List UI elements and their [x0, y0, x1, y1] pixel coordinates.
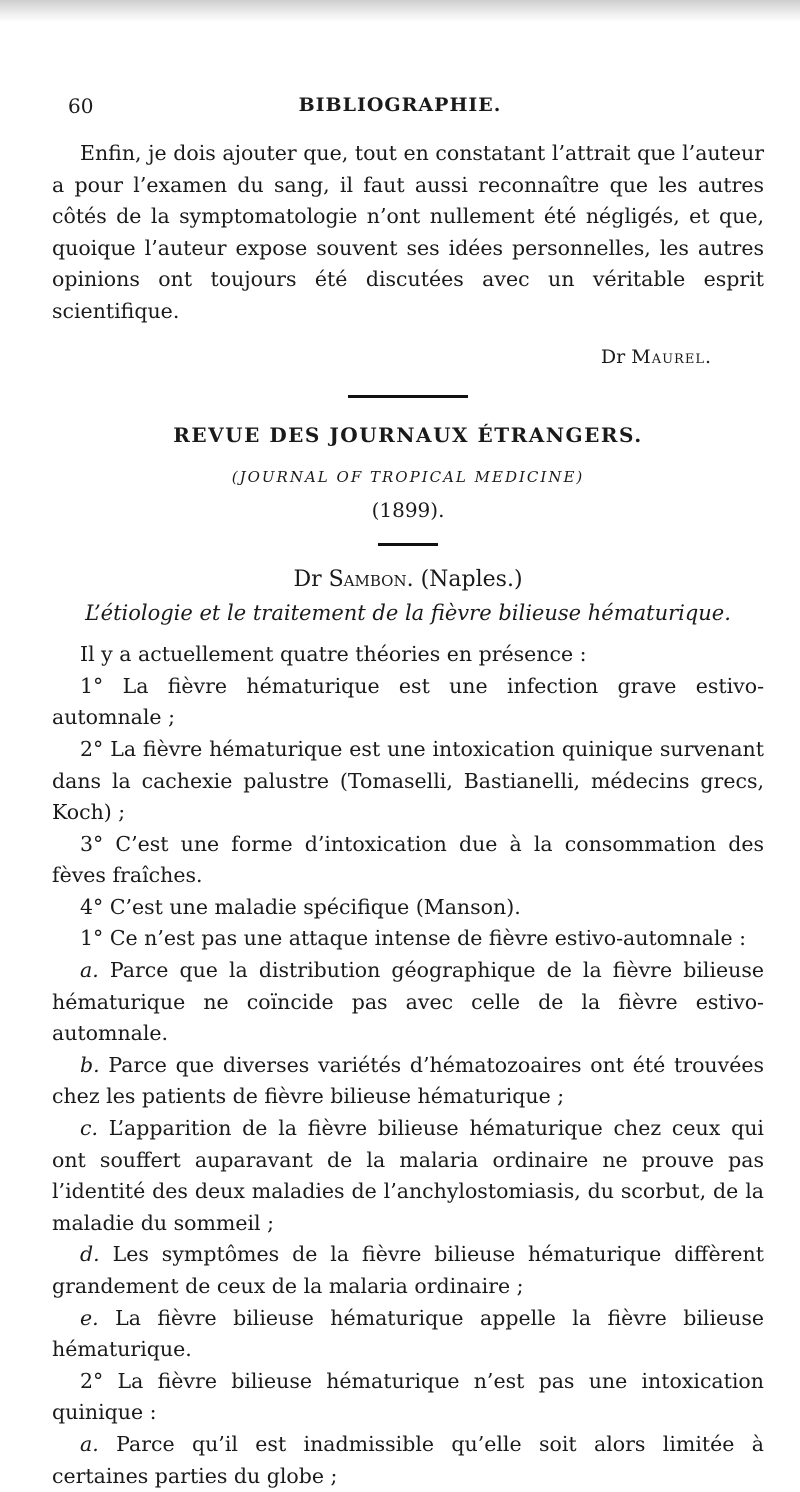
intro-paragraph: Enfin, je dois ajouter que, tout en constatant l’attrait que l’auteur a pour l’examen du sang, il faut aussi reconnaître que les autres côtés de la symptomatologie n’ont nullement été négligés, et que, quoique l’auteur expose souvent ses idées personnelles, les autres opinions ont toujours été discutées avec un véritable esprit scientifique. — [52, 141, 764, 323]
paragraph-text: La fièvre bilieuse hématurique appelle la fièvre bilieuse hématurique. — [52, 1305, 764, 1362]
body-paragraph — [52, 671, 764, 734]
paragraph-label: 2° — [80, 1368, 104, 1393]
journal-year: (1899). — [371, 498, 445, 523]
body-paragraph — [52, 955, 764, 1050]
journal-name: (JOURNAL OF TROPICAL MEDICINE) — [231, 467, 585, 486]
signature-prefix: Dr — [600, 345, 626, 368]
paragraph-text: Parce que la distribution géographique de la fièvre bilieuse hématurique ne coïncide pas avec celle de la fièvre estivo-automnale. — [52, 958, 764, 1046]
paragraph-label: 1° — [80, 673, 104, 698]
body-paragraph — [52, 1303, 764, 1366]
body-paragraph — [52, 1113, 764, 1239]
page-number: 60 — [68, 94, 94, 118]
paragraph-label: 2° — [80, 736, 104, 761]
paragraph-text: Parce que diverses variétés d’hématozoaires ont été trouvées chez les patients de fièvre bilieuse hématurique ; — [52, 1052, 764, 1109]
paragraph-text: Parce qu’il est inadmissible qu’elle soit alors limitée à certaines parties du globe ; — [52, 1431, 764, 1488]
section-divider — [348, 395, 468, 398]
paragraph-text: C’est une maladie spécifique (Manson). — [109, 894, 521, 919]
paragraph-text: Ce n’est pas une attaque intense de fièvre estivo-automnale : — [109, 926, 746, 951]
review-signature — [52, 342, 764, 374]
paragraph-text: Il y a actuellement quatre théories en présence : — [80, 642, 587, 667]
author-place: (Naples.) — [420, 566, 523, 592]
scan-edge — [0, 0, 800, 22]
running-title: BIBLIOGRAPHIE. — [298, 94, 502, 116]
paragraph-label: a. — [80, 958, 99, 983]
body-paragraph — [52, 892, 764, 924]
body-paragraph — [52, 1429, 764, 1492]
paragraph-label: 3° — [80, 831, 104, 856]
title-divider — [378, 543, 438, 546]
article-paragraphs — [52, 639, 764, 1492]
body-paragraph — [52, 734, 764, 829]
paragraph-text: La fièvre hématurique est une intoxication quinique survenant dans la cachexie palustre (Tomaselli, Bastianelli, médecins grecs, Koch) ; — [52, 736, 764, 825]
paragraph-label: 4° — [80, 894, 104, 919]
paragraph-text: L’apparition de la fièvre bilieuse hématurique chez ceux qui ont souffert auparavant de la malaria ordinaire ne prouve pas l’identité des deux maladies de l’anchylostomiasis, du scorbut, de la maladie du sommeil ; — [52, 1116, 764, 1235]
paragraph-text: La fièvre hématurique est une infection grave estivo-automnale ; — [52, 673, 764, 730]
article-author — [52, 564, 764, 596]
paragraph-text: Les symptômes de la fièvre bilieuse hématurique diffèrent grandement de ceux de la malaria ordinaire ; — [52, 1242, 764, 1298]
running-header — [0, 94, 800, 118]
author-prefix: Dr — [293, 566, 322, 592]
paragraph-label: b. — [80, 1052, 100, 1077]
paragraph-label: c. — [80, 1116, 98, 1141]
paragraph-label: a. — [80, 1431, 99, 1456]
paragraph-text: La fièvre bilieuse hématurique n’est pas une intoxication quinique : — [52, 1368, 764, 1425]
section-title: REVUE DES JOURNAUX ÉTRANGERS. — [173, 423, 643, 448]
page-body — [52, 138, 764, 1492]
body-paragraph — [52, 829, 764, 892]
paragraph-label: 1° — [80, 926, 104, 951]
article-title: L’étiologie et le traitement de la fièvre bilieuse hématurique. — [85, 600, 731, 625]
body-paragraph — [52, 923, 764, 955]
body-paragraph — [52, 1366, 764, 1429]
signature-name: Maurel. — [631, 345, 712, 368]
paragraph-label: d. — [80, 1242, 100, 1267]
paragraph-label: e. — [80, 1305, 99, 1330]
body-paragraph — [52, 639, 764, 671]
body-paragraph — [52, 1239, 764, 1302]
author-name: Sambon. — [328, 566, 414, 592]
body-paragraph — [52, 1050, 764, 1113]
paragraph-text: C’est une forme d’intoxication due à la consommation des fèves fraîches. — [52, 831, 764, 888]
